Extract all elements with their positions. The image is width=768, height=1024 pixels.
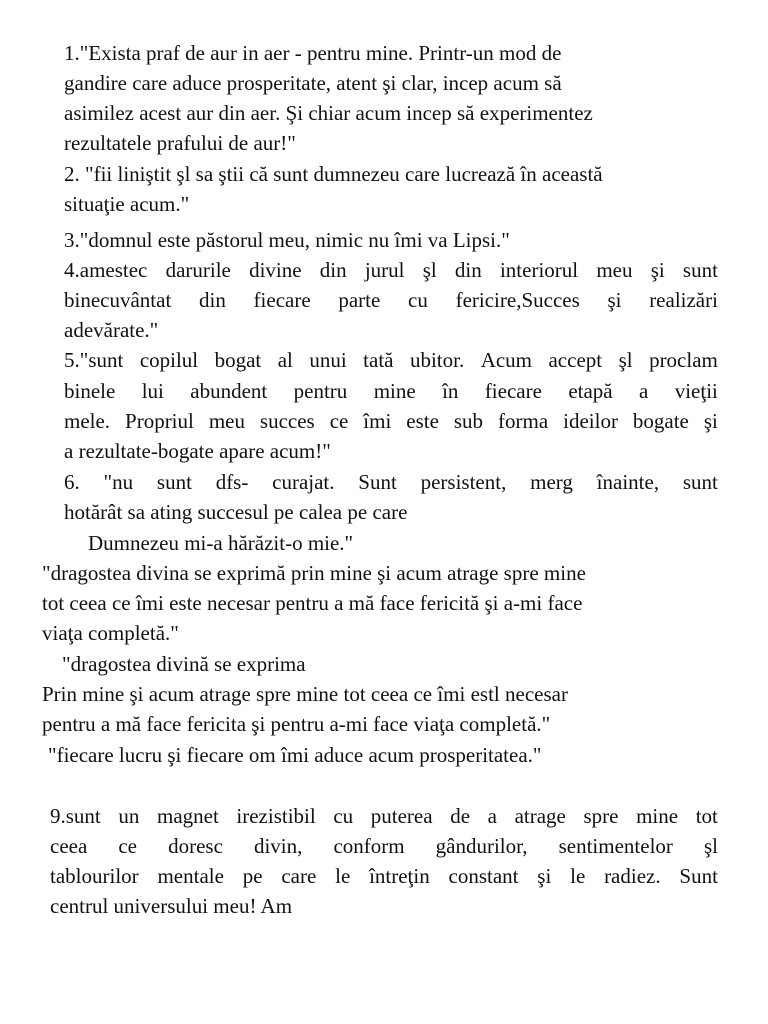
word: merg — [530, 470, 573, 494]
word: ce — [329, 409, 349, 433]
text-line: "dragostea divină se exprima — [62, 652, 306, 676]
text-line: Dumnezeu mi-a hărăzit-o mie." — [88, 531, 354, 555]
word: este — [406, 409, 439, 433]
word: spre — [583, 804, 619, 828]
word: copilul — [139, 348, 199, 372]
word: înainte, — [596, 470, 660, 494]
word: din — [319, 258, 347, 282]
word: 4.amestec — [64, 258, 148, 282]
word: care — [281, 864, 317, 888]
word: şl — [422, 258, 437, 282]
text-line — [64, 467, 718, 497]
word: mentale — [157, 864, 224, 888]
word: forma — [498, 409, 549, 433]
word: magnet — [156, 804, 219, 828]
word: puterea — [370, 804, 433, 828]
word: şl — [703, 834, 718, 858]
word: constant — [448, 864, 519, 888]
word: sunt — [682, 258, 718, 282]
text-line: 1."Exista praf de aur in aer - pentru mine. Printr-un mod de — [64, 41, 562, 65]
word: a — [487, 804, 497, 828]
word: şl — [618, 348, 633, 372]
word: le — [335, 864, 351, 888]
word: meu — [208, 409, 245, 433]
word: Propriul — [125, 409, 194, 433]
word: fiecare — [253, 288, 311, 312]
word: radiez. — [604, 864, 661, 888]
word: succes — [259, 409, 315, 433]
word: meu — [596, 258, 633, 282]
word: de — [450, 804, 471, 828]
word: tot — [695, 804, 718, 828]
text-line — [50, 861, 718, 891]
word: şi — [703, 409, 718, 433]
word: un — [118, 804, 140, 828]
text-line: centrul universului meu! Am — [50, 894, 293, 918]
text-line — [64, 376, 718, 406]
word: divine — [249, 258, 302, 282]
word: sub — [453, 409, 484, 433]
text-line: pentru a mă face fericita şi pentru a-mi face viaţa completă." — [42, 712, 551, 736]
word: cu — [333, 804, 354, 828]
word: irezistibil — [236, 804, 316, 828]
word: cu — [408, 288, 428, 312]
word: ideilor — [563, 409, 618, 433]
word: din — [199, 288, 226, 312]
word: mine — [373, 379, 416, 403]
word: accept — [548, 348, 603, 372]
text-line: Prin mine şi acum atrage spre mine tot ceea ce îmi estl necesar — [42, 682, 568, 706]
word: sunt — [156, 470, 192, 494]
word: Acum — [480, 348, 533, 372]
text-line: tot ceea ce îmi este necesar pentru a mă face fericită şi a-mi face — [42, 591, 583, 615]
text-line: 2. "fii liniştit şl sa ştii că sunt dumnezeu care lucrează în această — [64, 162, 603, 186]
word: pentru — [293, 379, 348, 403]
word: şi — [537, 864, 552, 888]
word: ce — [118, 834, 138, 858]
word: mine — [636, 804, 679, 828]
word: tablourilor — [50, 864, 139, 888]
word: vieţii — [674, 379, 718, 403]
word: întreţin — [369, 864, 430, 888]
word: "nu — [103, 470, 134, 494]
word: lui — [141, 379, 164, 403]
text-line: rezultatele prafului de aur!" — [64, 131, 296, 155]
word: atrage — [514, 804, 566, 828]
word: mele. — [64, 409, 111, 433]
word: tată — [363, 348, 394, 372]
text-line: gandire care aduce prosperitate, atent şi clar, incep acum să — [64, 71, 562, 95]
word: în — [442, 379, 459, 403]
word: jurul — [364, 258, 405, 282]
word: 6. — [64, 470, 80, 494]
text-line — [64, 255, 718, 285]
word: conform — [333, 834, 405, 858]
word: 9.sunt — [50, 804, 101, 828]
word: persistent, — [420, 470, 507, 494]
text-line — [64, 345, 718, 375]
text-line — [64, 285, 718, 315]
word: unui — [309, 348, 347, 372]
word: parte — [338, 288, 381, 312]
word: sentimentelor — [558, 834, 673, 858]
word: divin, — [253, 834, 303, 858]
word: îmi — [363, 409, 392, 433]
word: 5."sunt — [64, 348, 124, 372]
word: binecuvântat — [64, 288, 172, 312]
word: bogate — [632, 409, 689, 433]
word: Sunt — [358, 470, 397, 494]
text-line: situaţie acum." — [64, 192, 190, 216]
word: şi — [607, 288, 622, 312]
word: abundent — [190, 379, 268, 403]
word: fiecare — [484, 379, 542, 403]
text-line: a rezultate-bogate apare acum!" — [64, 439, 331, 463]
word: Sunt — [679, 864, 718, 888]
word: realizări — [649, 288, 718, 312]
text-line: 3."domnul este păstorul meu, nimic nu îmi va Lipsi." — [64, 228, 510, 252]
word: dfs- — [215, 470, 249, 494]
word: pe — [242, 864, 263, 888]
word: a — [639, 379, 649, 403]
word: ceea — [50, 834, 88, 858]
word: ubitor. — [409, 348, 465, 372]
word: şi — [650, 258, 665, 282]
word: al — [277, 348, 293, 372]
word: interiorul — [499, 258, 579, 282]
text-line: adevărate." — [64, 318, 159, 342]
text-line — [50, 801, 718, 831]
word: fericire,Succes — [455, 288, 580, 312]
word: sunt — [682, 470, 718, 494]
word: din — [454, 258, 482, 282]
word: proclam — [649, 348, 718, 372]
text-line: viaţa completă." — [42, 621, 179, 645]
word: darurile — [165, 258, 231, 282]
text-line: "dragostea divina se exprimă prin mine şi acum atrage spre mine — [42, 561, 586, 585]
word: binele — [64, 379, 116, 403]
text-line — [50, 831, 718, 861]
word: gândurilor, — [435, 834, 528, 858]
text-line: hotărât sa ating succesul pe calea pe care — [64, 500, 408, 524]
text-line: asimilez acest aur din aer. Şi chiar acum incep să experimentez — [64, 101, 593, 125]
word: le — [570, 864, 586, 888]
word: doresc — [168, 834, 223, 858]
text-line — [64, 406, 718, 436]
text-line: "fiecare lucru şi fiecare om îmi aduce acum prosperitatea." — [48, 743, 542, 767]
word: etapă — [568, 379, 613, 403]
word: bogat — [214, 348, 262, 372]
word: curajat. — [272, 470, 335, 494]
